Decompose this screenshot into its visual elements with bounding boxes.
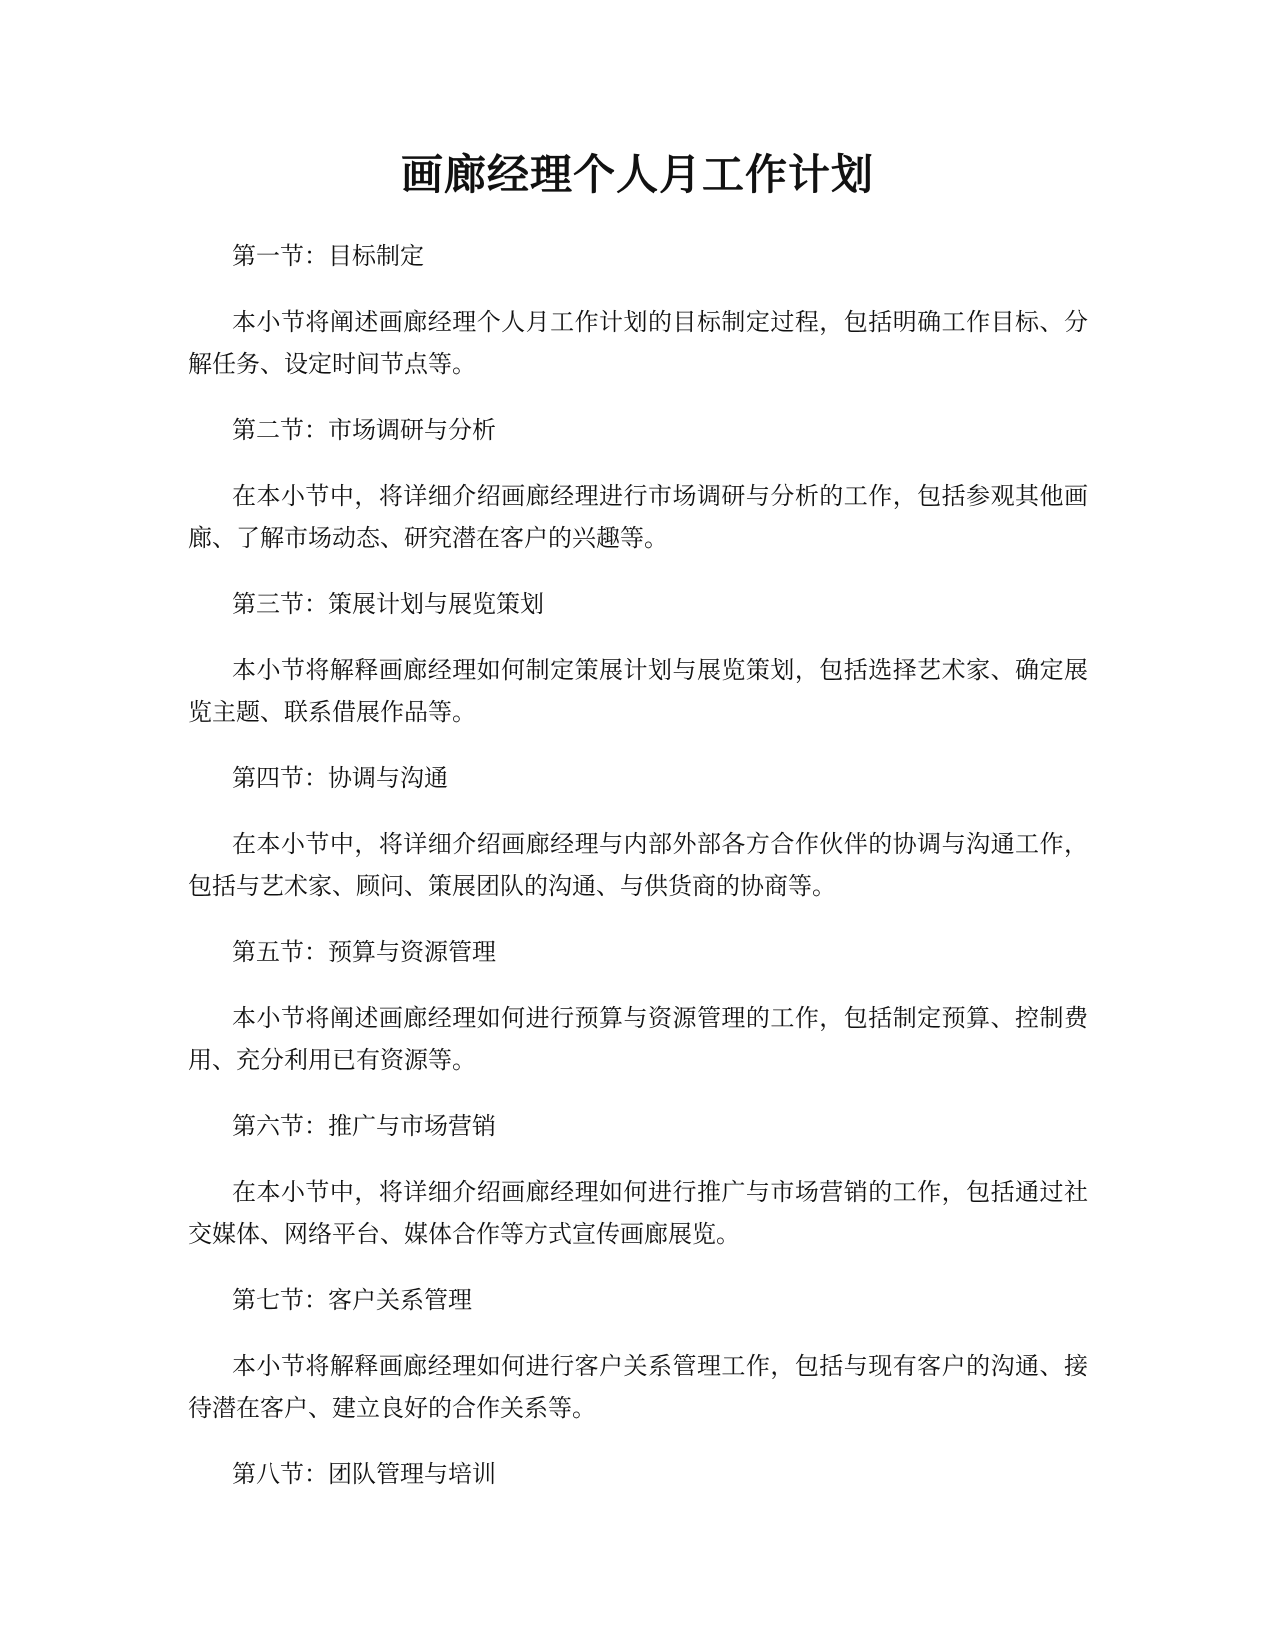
- section-heading-3: 第三节：策展计划与展览策划: [232, 590, 544, 618]
- section-paragraph-4: 在本小节中，将详细介绍画廊经理与内部外部各方合作伙伴的协调与沟通工作，包括与艺术家、顾问、策展团队的沟通、与供货商的协商等。: [188, 830, 1088, 900]
- section-paragraph-6: 在本小节中，将详细介绍画廊经理如何进行推广与市场营销的工作，包括通过社交媒体、网络平台、媒体合作等方式宣传画廊展览。: [188, 1178, 1088, 1248]
- section-heading-4: 第四节：协调与沟通: [232, 764, 448, 792]
- section-paragraph-2: 在本小节中，将详细介绍画廊经理进行市场调研与分析的工作，包括参观其他画廊、了解市场动态、研究潜在客户的兴趣等。: [188, 482, 1088, 552]
- section-heading-6: 第六节：推广与市场营销: [232, 1112, 496, 1140]
- section-paragraph-5: 本小节将阐述画廊经理如何进行预算与资源管理的工作，包括制定预算、控制费用、充分利用已有资源等。: [188, 1004, 1088, 1074]
- section-heading-1: 第一节：目标制定: [232, 242, 424, 270]
- document-body: [188, 236, 1088, 1519]
- section-heading-7: 第七节：客户关系管理: [232, 1286, 472, 1314]
- section-heading-2: 第二节：市场调研与分析: [232, 416, 496, 444]
- section-paragraph-1: 本小节将阐述画廊经理个人月工作计划的目标制定过程，包括明确工作目标、分解任务、设定时间节点等。: [188, 308, 1088, 378]
- section-paragraph-7: 本小节将解释画廊经理如何进行客户关系管理工作，包括与现有客户的沟通、接待潜在客户、建立良好的合作关系等。: [188, 1352, 1088, 1422]
- section-heading-8: 第八节：团队管理与培训: [232, 1460, 496, 1488]
- document-title: 画廊经理个人月工作计划: [400, 150, 874, 199]
- section-heading-5: 第五节：预算与资源管理: [232, 938, 496, 966]
- section-paragraph-3: 本小节将解释画廊经理如何制定策展计划与展览策划，包括选择艺术家、确定展览主题、联系借展作品等。: [188, 656, 1088, 726]
